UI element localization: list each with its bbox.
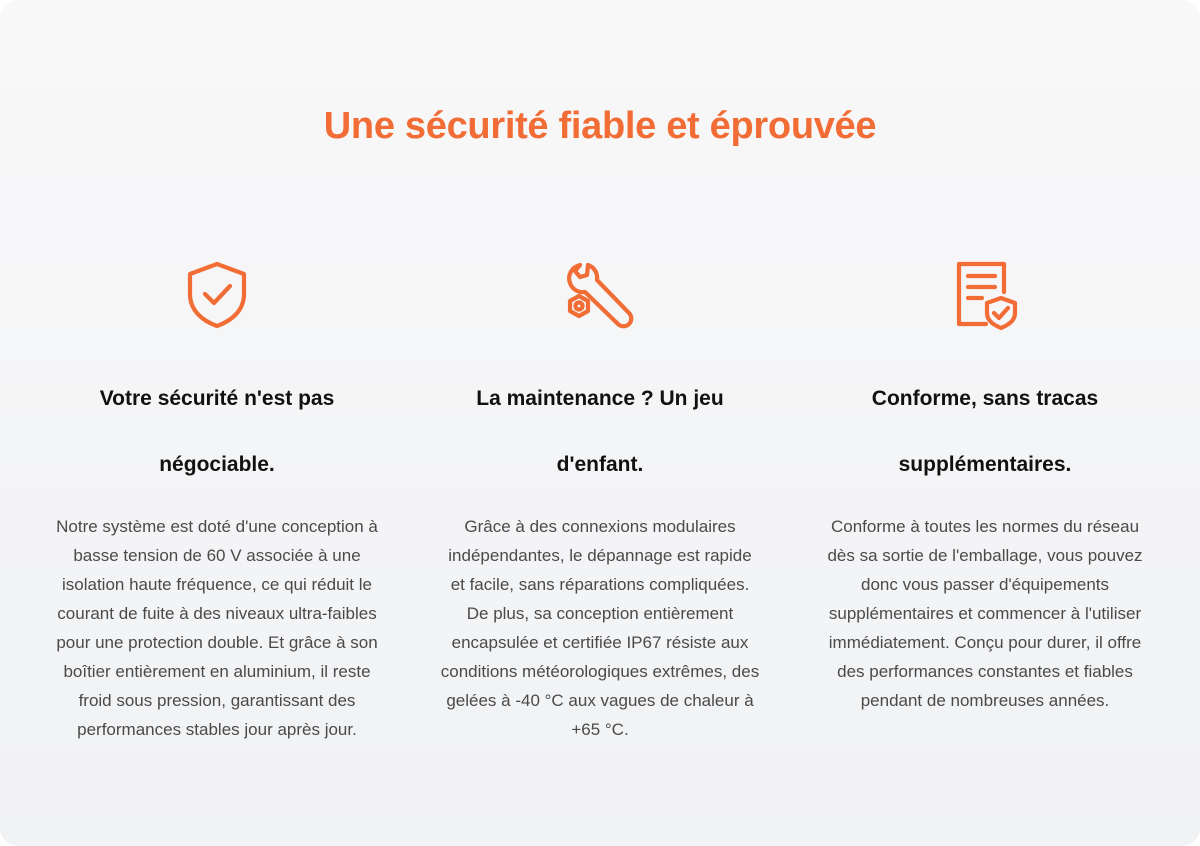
feature-card-maintenance [435,258,765,744]
feature-description: Grâce à des connexions modulaires indépendantes, le dépannage est rapide et facile, sans réparations compliquées. De plus, sa conception entièrement encapsulée et certifiée IP67 résiste aux conditions météorologiques extrêmes, des gelées à -40 °C aux vagues de chaleur à +65 °C. [440,517,760,739]
wrench-nut-icon [563,258,637,332]
feature-card-compliance [820,258,1150,715]
shield-check-icon [180,258,254,332]
feature-description: Notre système est doté d'une conception à basse tension de 60 V associée à une isolation haute fréquence, ce qui réduit le courant de fuite à des niveaux ultra-faibles pour une protection double. Et grâce à son boîtier entièrement en aluminium, il reste froid sous pression, garantissant des performances stables jour après jour. [56,517,378,739]
section-title: Une sécurité fiable et éprouvée [323,105,877,147]
feature-heading: La maintenance ? Un jeu d'enfant. [476,387,724,476]
feature-card-safety [52,258,382,744]
feature-heading: Votre sécurité n'est pas négociable. [99,387,335,476]
feature-heading: Conforme, sans tracas supplémentaires. [871,387,1099,476]
feature-description: Conforme à toutes les normes du réseau dès sa sortie de l'emballage, vous pouvez donc vous passer d'équipements supplémentaires et commencer à l'utiliser immédiatement. Conçu pour durer, il offre des performances constantes et fiables pendant de nombreuses années. [827,517,1143,710]
certified-document-icon [948,258,1022,332]
